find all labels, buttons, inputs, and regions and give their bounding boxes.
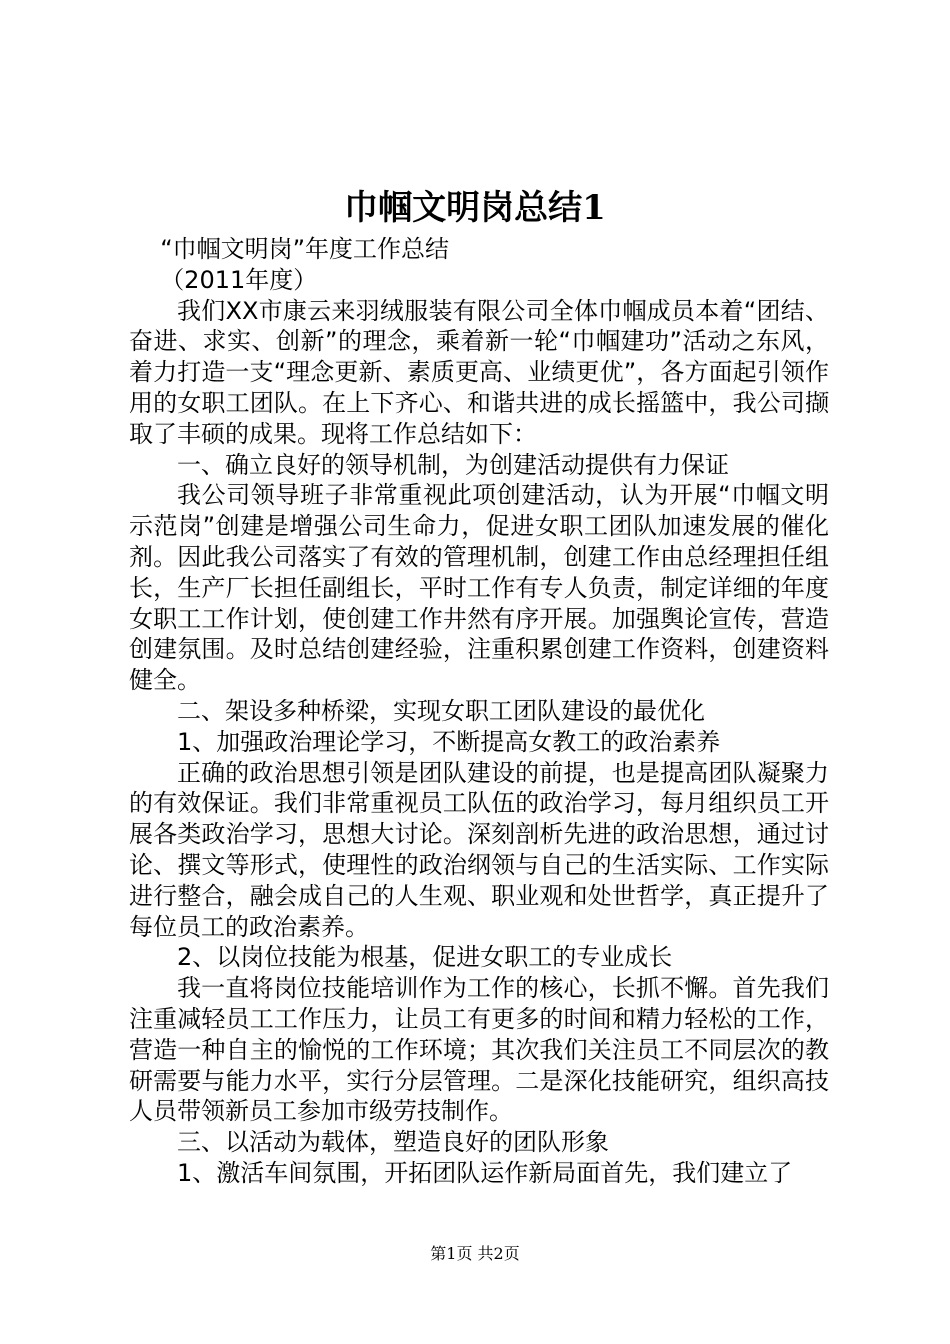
document-body [129,234,829,1189]
subsection-2-1-paragraph: 正确的政治思想引领是团队建设的前提，也是提高团队凝聚力的有效保证。我们非常重视员工队伍的政治学习，每月组织员工开展各类政治学习，思想大讨论。深刻剖析先进的政治思想，通过讨论、撰文等形式，使理性的政治纲领与自己的生活实际、工作实际进行整合，融会成自己的人生观、职业观和处世哲学，真正提升了每位员工的政治素养。 [129,758,829,941]
document-title: 巾帼文明岗总结1 [344,188,606,228]
subsection-2-2-paragraph: 我一直将岗位技能培训作为工作的核心，长抓不懈。首先我们注重减轻员工工作压力，让员工有更多的时间和精力轻松的工作，营造一种自主的愉悦的工作环境；其次我们关注员工不同层次的教研需要与能力水平，实行分层管理。二是深化技能研究，组织高技人员带领新员工参加市级劳技制作。 [129,974,829,1126]
section-heading-3: 三、以活动为载体，塑造良好的团队形象 [177,1128,609,1157]
intro-paragraph: 我们XX市康云来羽绒服装有限公司全体巾帼成员本着“团结、奋进、求实、创新”的理念，乘着新一轮“巾帼建功”活动之东风，着力打造一支“理念更新、素质更高、业绩更优”，各方面起引领作用的女职工团队。在上下齐心、和谐共进的成长摇篮中，我公司撷取了丰硕的成果。现将工作总结如下： [129,296,829,448]
section-heading-1: 一、确立良好的领导机制，为创建活动提供有力保证 [177,450,729,479]
subsection-heading-2-1: 1、加强政治理论学习，不断提高女教工的政治素养 [177,727,721,756]
section-heading-2: 二、架设多种桥梁，实现女职工团队建设的最优化 [177,696,705,725]
subsection-3-1-paragraph: 1、激活车间氛围，开拓团队运作新局面首先，我们建立了 [177,1158,793,1187]
section-1-paragraph: 我公司领导班子非常重视此项创建活动，认为开展“巾帼文明示范岗”创建是增强公司生命力，促进女职工团队加速发展的催化剂。因此我公司落实了有效的管理机制，创建工作由总经理担任组长，生产厂长担任副组长，平时工作有专人负责，制定详细的年度女职工工作计划，使创建工作井然有序开展。加强舆论宣传，营造创建氛围。及时总结创建经验，注重积累创建工作资料，创建资料健全。 [129,481,829,695]
subsection-heading-2-2: 2、以岗位技能为根基，促进女职工的专业成长 [177,943,673,972]
report-heading: “巾帼文明岗”年度工作总结 [160,235,450,263]
page-footer: 第1页 共2页 [430,1244,520,1263]
report-year: （2011年度） [160,265,318,294]
